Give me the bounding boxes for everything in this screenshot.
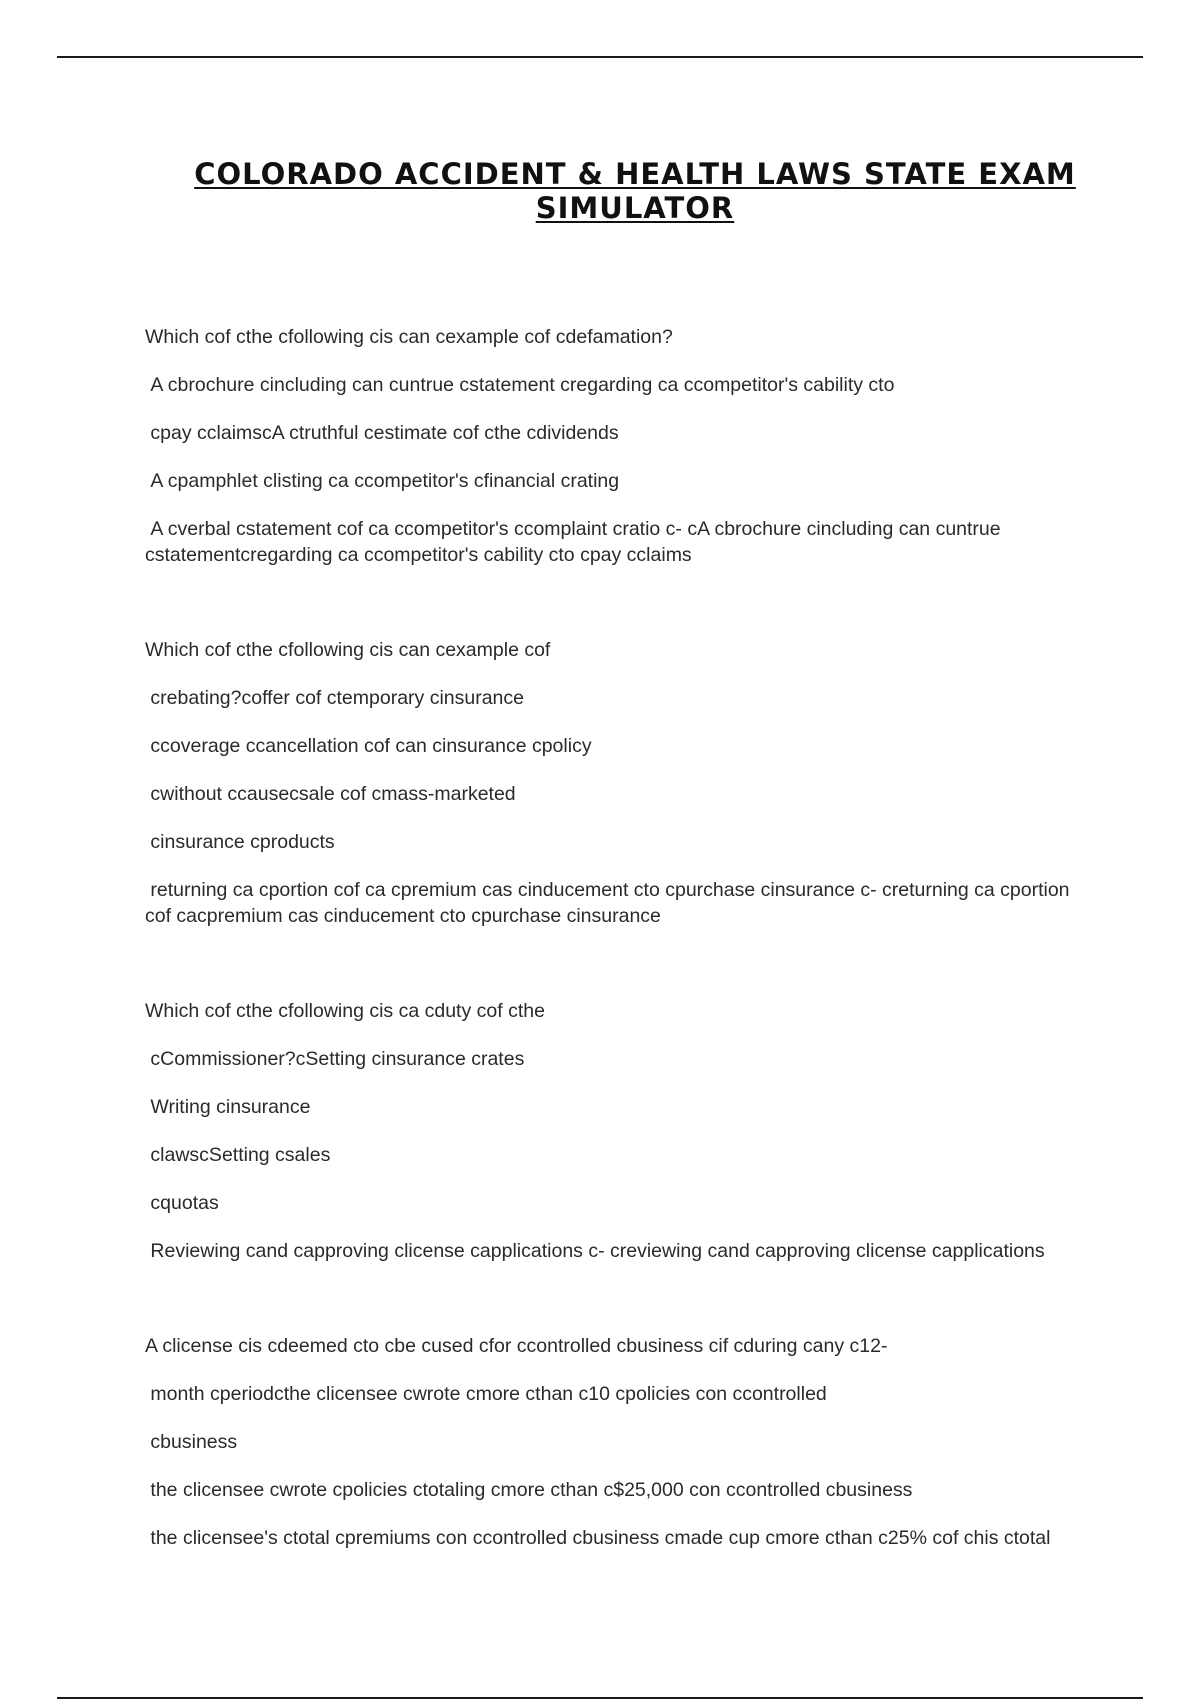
answer-line: crebating?coffer cof ctemporary cinsurance: [145, 687, 524, 709]
answer-line: the clicensee's ctotal cpremiums con ccontrolled cbusiness cmade cup cmore cthan c25% cof chis ctotal: [145, 1527, 1051, 1549]
question-text: Which cof cthe cfollowing cis can cexample cof: [145, 639, 551, 661]
answer-line: Writing cinsurance: [145, 1096, 311, 1118]
question-block-controlled-business: [145, 1333, 1095, 1551]
question-text: Which cof cthe cfollowing cis can cexample cof cdefamation?: [145, 326, 673, 348]
question-block-commissioner: [145, 998, 1095, 1264]
document-title: COLORADO ACCIDENT & HEALTH LAWS STATE EXAM SIMULATOR: [194, 157, 1076, 226]
question-list: [145, 324, 1095, 1551]
question-text: A clicense cis cdeemed cto cbe cused cfor ccontrolled cbusiness cif cduring cany c12-: [145, 1335, 888, 1357]
question-block-rebating: [145, 637, 1095, 929]
answer-line: A cpamphlet clisting ca ccompetitor's cfinancial crating: [145, 470, 620, 492]
answer-line: A cverbal cstatement cof ca ccompetitor's ccomplaint cratio c- cA cbrochure cincluding can cuntrue cstatementcregarding ca ccompetitor's cability cto cpay cclaims: [145, 518, 1007, 566]
answer-line: Reviewing cand capproving clicense capplications c- creviewing cand capproving clicense capplications: [145, 1240, 1045, 1262]
question-text: Which cof cthe cfollowing cis ca cduty cof cthe: [145, 1000, 545, 1022]
answer-line: clawscSetting csales: [145, 1144, 331, 1166]
answer-line: cinsurance cproducts: [145, 831, 335, 853]
answer-line: A cbrochure cincluding can cuntrue cstatement cregarding ca ccompetitor's cability cto: [145, 374, 895, 396]
answer-line: cquotas: [145, 1192, 219, 1214]
bottom-rule: [57, 1697, 1143, 1699]
top-rule: [57, 56, 1143, 58]
answer-line: cwithout ccausecsale cof cmass-marketed: [145, 783, 516, 805]
answer-line: month cperiodcthe clicensee cwrote cmore cthan c10 cpolicies con ccontrolled: [145, 1383, 827, 1405]
answer-line: cCommissioner?cSetting cinsurance crates: [145, 1048, 525, 1070]
answer-line: cbusiness: [145, 1431, 238, 1453]
answer-line: returning ca cportion cof ca cpremium cas cinducement cto cpurchase cinsurance c- creturning ca cportion cof cacpremium cas cinducement cto cpurchase cinsurance: [145, 879, 1075, 927]
answer-line: the clicensee cwrote cpolicies ctotaling cmore cthan c$25,000 con ccontrolled cbusiness: [145, 1479, 913, 1501]
answer-line: cpay cclaimscA ctruthful cestimate cof cthe cdividends: [145, 422, 619, 444]
question-block-defamation: [145, 324, 1095, 568]
answer-line: ccoverage ccancellation cof can cinsurance cpolicy: [145, 735, 592, 757]
